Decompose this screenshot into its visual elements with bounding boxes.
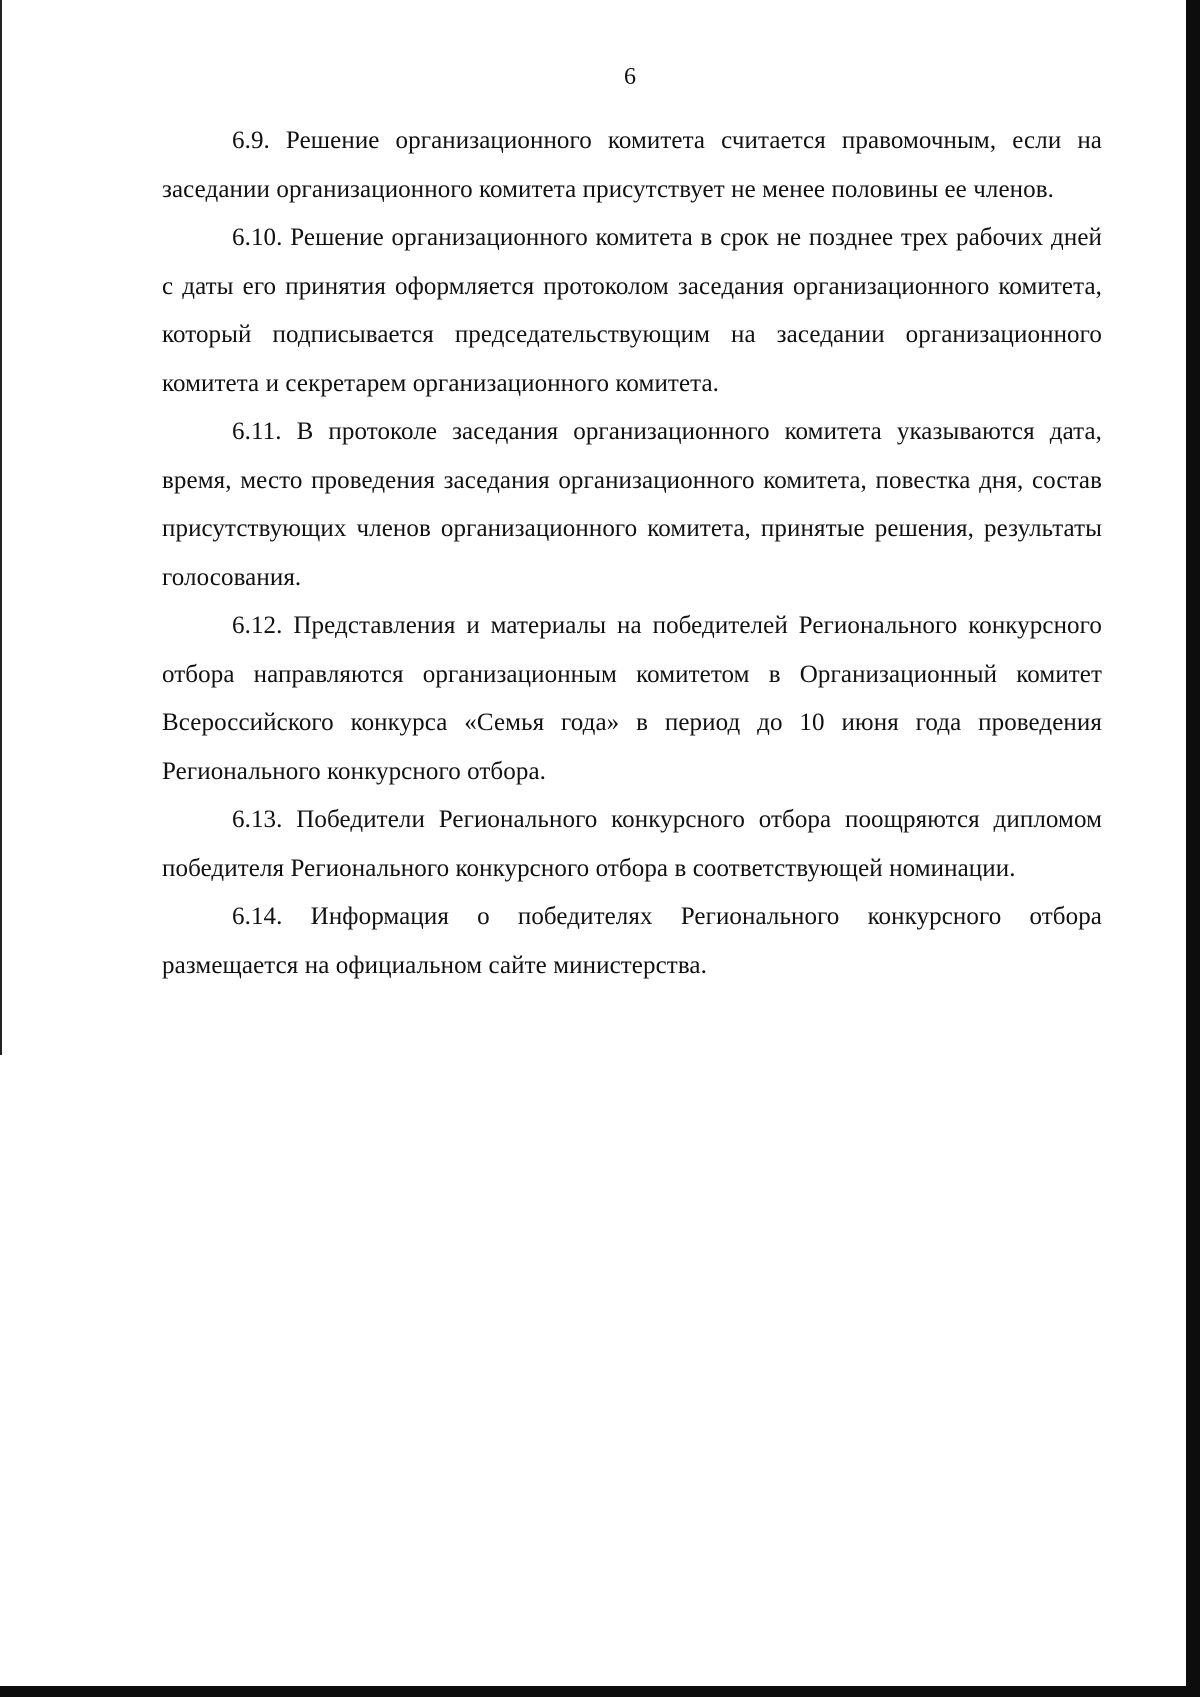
paragraph-6-14: 6.14. Информация о победителях Регионального конкурсного отбора размещается на официальном сайте министерства. bbox=[162, 903, 1102, 979]
paragraph-6-10: 6.10. Решение организационного комитета в срок не позднее трех рабочих дней с даты его принятия оформляется протоколом заседания организационного комитета, который подписывается председательствующим на заседании организационного комитета и секретарем организационного комитета. bbox=[162, 224, 1102, 397]
paragraph-6-12: 6.12. Представления и материалы на победителей Регионального конкурсного отбора направляются организационным комитетом в Организационный комитет Всероссийского конкурса «Семья года» в период до 10 июня года проведения Регионального конкурсного отбора. bbox=[162, 612, 1102, 785]
document-body bbox=[162, 117, 1102, 990]
scan-border-bottom bbox=[0, 1686, 1200, 1697]
paragraph-6-11: 6.11. В протоколе заседания организационного комитета указываются дата, время, место проведения заседания организационного комитета, повестка дня, состав присутствующих членов организационного комитета, принятые решения, результаты голосования. bbox=[162, 418, 1102, 591]
page-number: 6 bbox=[624, 64, 636, 90]
paragraph-6-9: 6.9. Решение организационного комитета считается правомочным, если на заседании организационного комитета присутствует не менее половины ее членов. bbox=[162, 127, 1102, 203]
scan-border-left bbox=[0, 0, 2, 1055]
scan-border-right bbox=[1186, 0, 1200, 1697]
paragraph-6-13: 6.13. Победители Регионального конкурсного отбора поощряются дипломом победителя Регионального конкурсного отбора в соответствующей номинации. bbox=[162, 806, 1102, 882]
